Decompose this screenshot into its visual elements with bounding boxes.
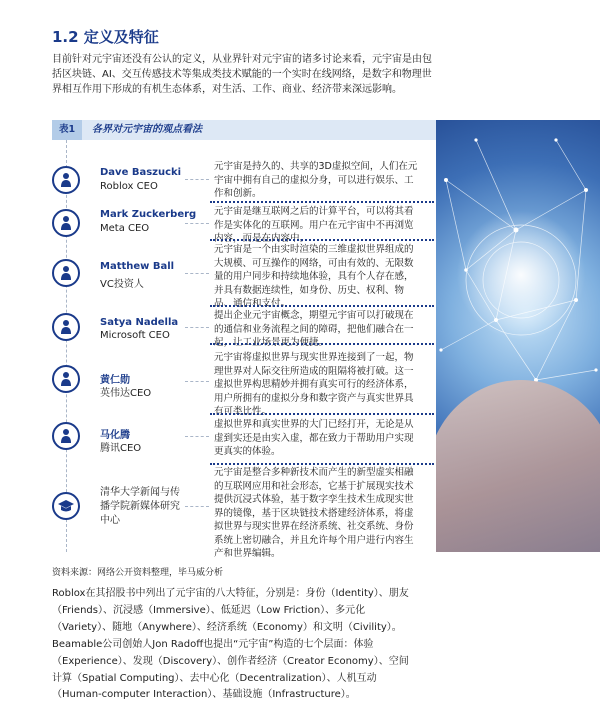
opinion-text: 元宇宙是继互联网之后的计算平台，可以将其看作是实体化的互联网。用户在元宇宙中不再浏览内容，而是在内容中。 <box>214 206 414 244</box>
table-number-tag: 表1 <box>52 120 82 140</box>
person-role: Microsoft CEO <box>100 330 170 341</box>
row-connector <box>185 273 209 274</box>
person-role: 英伟达CEO <box>100 388 152 399</box>
body-paragraph: Roblox在其招股书中列出了元宇宙的八大特征，分别是：身份（Identity）、朋友（Friends）、沉浸感（Immersive）、低延迟（Low Friction）、多元化（Variety）、随地（Anywhere）、经济系统（Economy）和文明（Civility）。 <box>52 588 409 633</box>
opinion-text: 虚拟世界和真实世界的大门已经打开，无论是从虚到实还是由实入虚，都在致力于帮助用户实现更真实的体验。 <box>214 419 414 457</box>
table-title: 各界对元宇宙的观点看法 <box>92 124 202 135</box>
body-paragraph: Beamable公司创始人Jon Radoff也提出“元宇宙”构造的七个层面：体验（Experience）、发现（Discovery）、创作者经济（Creator Economy）、空间计算（Spatial Computing）、去中心化（Decentralization）、人机互动（Human-computer Interaction）、基础设施（Infrastructure）。 <box>52 639 409 701</box>
person-icon <box>52 365 80 393</box>
person-name: Mark Zuckerberg <box>100 209 197 220</box>
timeline-connector <box>66 140 67 552</box>
row-connector <box>185 179 209 180</box>
row-divider <box>210 201 434 203</box>
opinion-text: 元宇宙是持久的、共享的3D虚拟空间，人们在元宇宙中拥有自己的虚拟分身，可以进行娱乐、工作和创新。 <box>214 161 418 199</box>
row-divider <box>210 239 434 241</box>
row-connector <box>185 381 209 382</box>
person-icon <box>52 422 80 450</box>
person-role: 腾讯CEO <box>100 443 142 454</box>
opinion-text: 元宇宙将虚拟世界与现实世界连接到了一起，物理世界对人际交往所造成的阻隔将被打破。这一虚拟世界构思精妙并拥有真实可行的经济体系，用户所拥有的虚拟分身和数字资产与真实世界具有可类比性。 <box>214 352 414 417</box>
table-header <box>52 120 436 140</box>
person-icon <box>52 259 80 287</box>
person-name: Dave Baszucki <box>100 167 182 178</box>
person-role: VC投资人 <box>100 279 144 290</box>
school-icon <box>52 492 80 520</box>
decorative-globe-hand-image <box>436 120 600 552</box>
person-role: Roblox CEO <box>100 181 158 192</box>
opinion-text: 提出企业元宇宙概念，期望元宇宙可以打破现在的通信和业务流程之间的障碍，把他们融合在一起，让工业场景更为便捷。 <box>214 310 414 348</box>
row-divider <box>210 413 434 415</box>
person-icon <box>52 209 80 237</box>
person-name: 黄仁勋 <box>100 375 130 386</box>
opinion-text: 元宇宙是一个由实时渲染的三维虚拟世界组成的大规模、可互操作的网络，可由有效的、无限数量的用户同步和持续地体验，具有个人存在感，并具有数据连续性，如身份、历史、权利、物品、通信和支付。 <box>214 244 414 309</box>
intro-paragraph: 目前针对元宇宙还没有公认的定义，从业界针对元宇宙的诸多讨论来看，元宇宙是由包括区块链、AI、交互传感技术等集成类技术赋能的一个实时在线网络，是数字和物理世界相互作用下形成的有机生态体系，对生活、工作、商业、经济带来深远影响。 <box>52 54 432 96</box>
section-heading: 1.2 定义及特征 <box>52 28 159 46</box>
person-role: Meta CEO <box>100 223 150 234</box>
row-connector <box>185 436 209 437</box>
row-divider <box>210 343 434 345</box>
row-divider <box>210 305 434 307</box>
person-icon <box>52 313 80 341</box>
source-note: 资料来源：网络公开资料整理，毕马威分析 <box>52 568 224 578</box>
opinion-text: 元宇宙是整合多种新技术而产生的新型虚实相融的互联网应用和社会形态，它基于扩展现实技术提供沉浸式体验，基于数字孪生技术生成现实世界的镜像，基于区块链技术搭建经济体系，将虚拟世界与现实世界在经济系统、社交系统、身份系统上密切融合，并且允许每个用户进行内容生产和世界编辑。 <box>214 467 414 559</box>
row-connector <box>185 223 209 224</box>
person-name: Matthew Ball <box>100 261 175 272</box>
organization-name: 清华大学新闻与传播学院新媒体研究中心 <box>100 487 180 526</box>
person-name: Satya Nadella <box>100 317 179 328</box>
row-connector <box>185 506 209 507</box>
hand-shape <box>436 380 600 552</box>
person-name: 马化腾 <box>100 430 130 441</box>
row-divider <box>210 463 434 465</box>
row-connector <box>185 327 209 328</box>
person-icon <box>52 166 80 194</box>
